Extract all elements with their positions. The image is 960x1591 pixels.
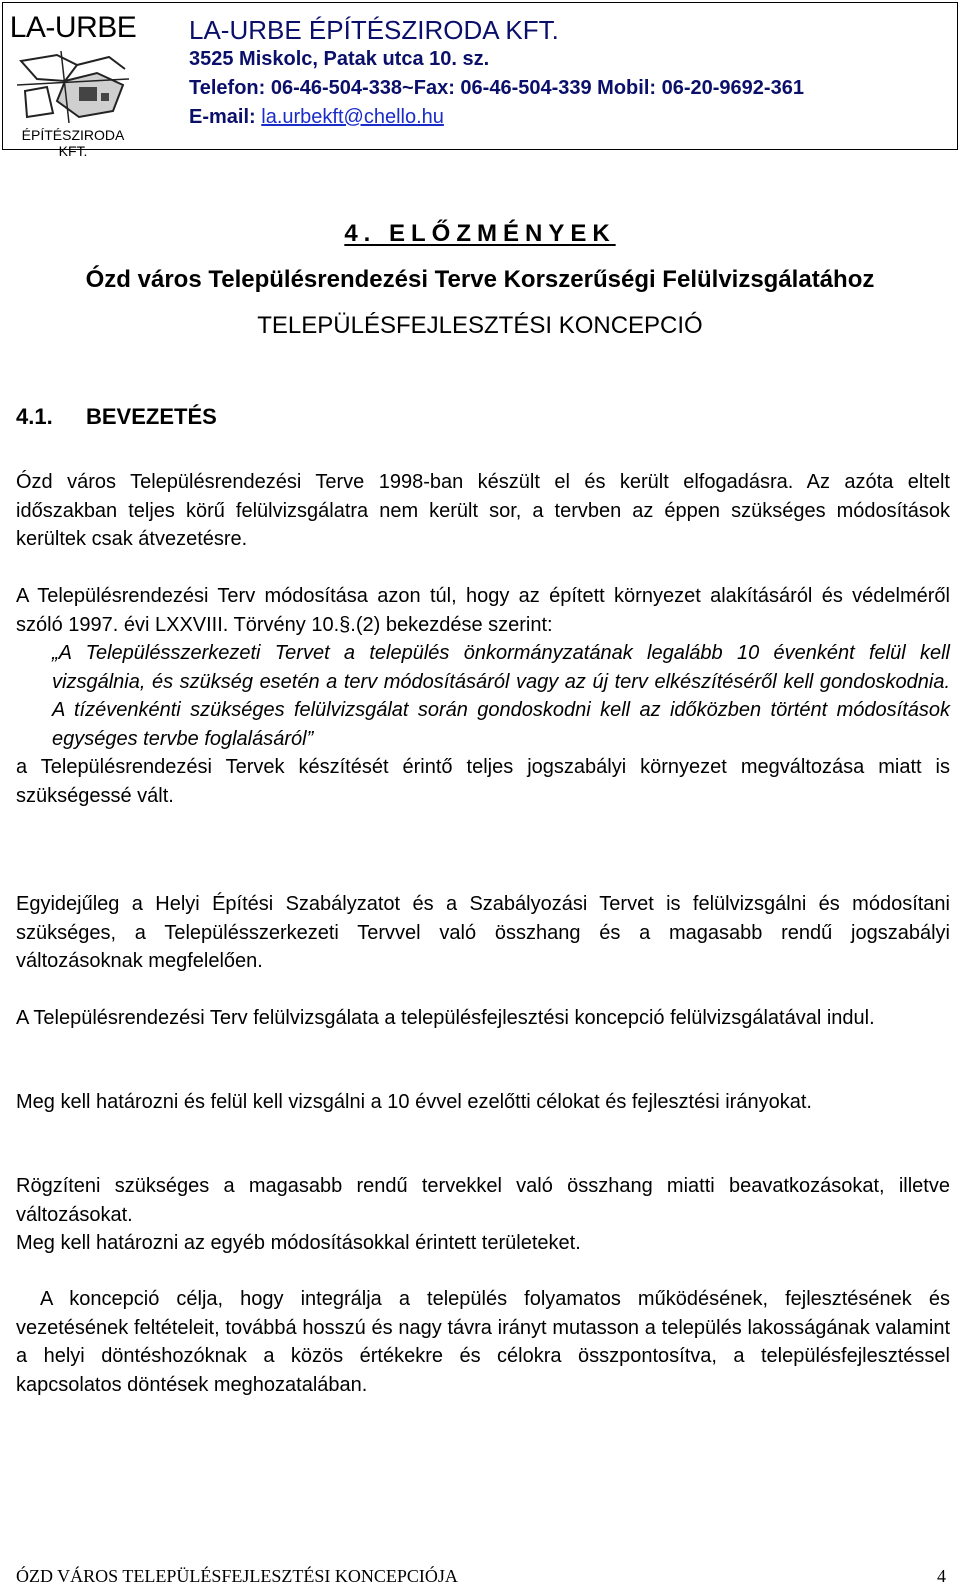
map-icon (17, 51, 129, 123)
section-heading (16, 404, 217, 430)
concept-title: TELEPÜLÉSFEJLESZTÉSI KONCEPCIÓ (257, 312, 703, 339)
company-email-line (189, 103, 804, 132)
company-phone: Telefon: 06-46-504-338~Fax: 06-46-504-339 Mobil: 06-20-9692-361 (189, 77, 804, 99)
paragraph-6 (16, 1172, 950, 1258)
company-logo (7, 7, 139, 159)
section-title: BEVEZETÉS (86, 404, 217, 429)
document-subtitle: Ózd város Településrendezési Terve Korszerűségi Felülvizsgálatához (85, 266, 875, 293)
paragraph-6a: Rögzíteni szükséges a magasabb rendű tervekkel való összhang miatti beavatkozásokat, illetve változásokat. (16, 1175, 950, 1226)
letterhead-text (189, 15, 804, 132)
chapter-heading: 4. ELŐZMÉNYEK (344, 220, 616, 247)
company-name: LA-URBE ÉPÍTÉSZIRODA KFT. (189, 15, 559, 45)
paragraph-2 (16, 582, 950, 810)
paragraph-2-intro: A Településrendezési Terv módosítása azon túl, hogy az épített környezet alakításáról és védelméről szóló 1997. évi LXXVIII. Törvény 10.§.(2) bekezdése szerint: (16, 585, 950, 636)
section-number: 4.1. (16, 404, 53, 429)
letterhead (2, 2, 958, 159)
paragraph-3: Egyidejűleg a Helyi Építési Szabályzatot és a Szabályozási Tervet is felülvizsgálni és módosítani szükséges, a Településszerkezeti Tervvel való összhang és a magasabb rendű jogszabályi változásoknak megfelelően. (16, 893, 950, 972)
paragraph-1: Ózd város Településrendezési Terve 1998-ban készült el és került elfogadásra. Az azóta eltelt időszakban teljes körű felülvizsgálatra nem került sor, a tervben az éppen szükséges módosítások kerültek csak átvezetésre. (16, 471, 950, 550)
legal-quote: „A Településszerkezeti Tervet a település önkormányzatának legalább 10 évenként felül kell vizsgálnia, és szükség esetén a terv módosításáról vagy az új terv elkészítéséről kell gondoskodnia. A tízévenkénti szükséges felülvizsgálat során gondoskodni kell az időközben történt módosítások egységes tervbe foglalásáról” (52, 642, 950, 750)
paragraph-4: A Településrendezési Terv felülvizsgálata a településfejlesztési koncepció felülvizsgálatával indul. (16, 1007, 875, 1029)
paragraph-5: Meg kell határozni és felül kell vizsgálni a 10 évvel ezelőtti célokat és fejlesztési irányokat. (16, 1091, 812, 1113)
email-link[interactable]: la.urbekft@chello.hu (261, 106, 444, 128)
logo-subtitle: ÉPÍTÉSZIRODA KFT. (21, 127, 125, 159)
paragraph-6b: Meg kell határozni az egyéb módosításokkal érintett területeket. (16, 1232, 581, 1254)
footer-title: ÓZD VÁROS TELEPÜLÉSFEJLESZTÉSI KONCEPCIÓJA (16, 1566, 458, 1586)
logo-title: LA-URBE (9, 11, 137, 44)
email-label: E-mail: (189, 106, 262, 128)
page-number: 4 (937, 1566, 946, 1586)
company-address: 3525 Miskolc, Patak utca 10. sz. (189, 48, 490, 70)
paragraph-7: A koncepció célja, hogy integrálja a település folyamatos működésének, fejlesztésének és vezetésének feltételeit, továbbá hosszú és nagy távra irányt mutasson a település lakosságának valamint a helyi döntéshozóknak a közös értékekre és célokra összpontosítva, a településfejlesztéssel kapcsolatos döntések meghozatalában. (16, 1288, 950, 1396)
paragraph-2-outro: a Településrendezési Tervek készítését érintő teljes jogszabályi környezet megváltozása miatt is szükségessé vált. (16, 756, 950, 807)
